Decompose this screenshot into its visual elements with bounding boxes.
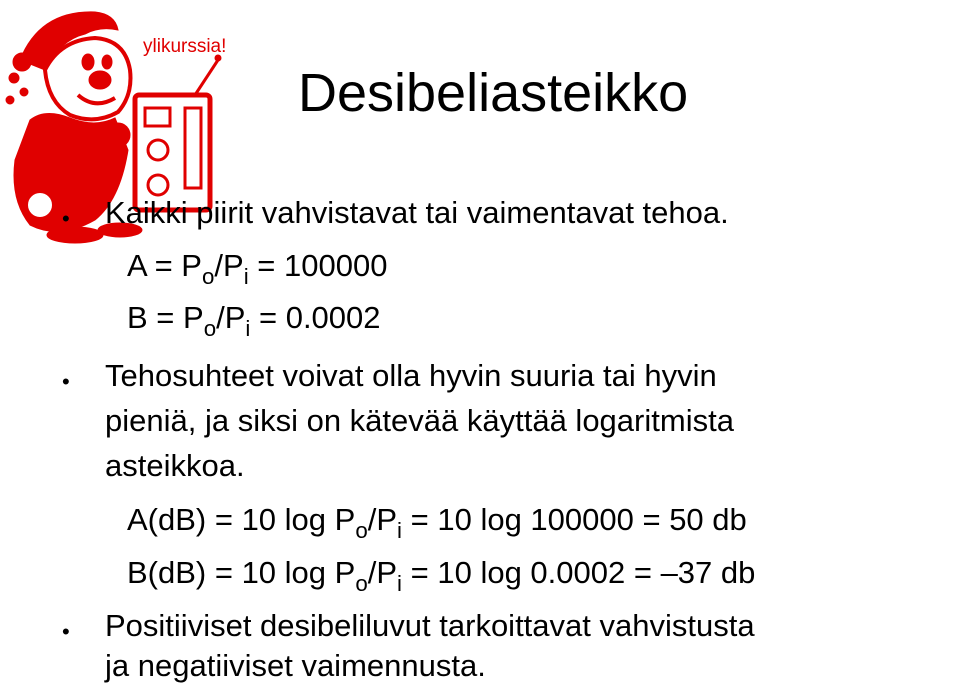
formula-lhs: B = P (127, 300, 204, 335)
bullet-text: ja negatiiviset vaimennusta. (105, 648, 486, 683)
formula-line (127, 300, 381, 341)
bullet-text: Kaikki piirit vahvistavat tai vaimentavat tehoa. (105, 195, 729, 230)
formula-subscript: i (397, 570, 403, 596)
formula-subscript: i (245, 315, 251, 341)
logo-text: ylikurssia! (143, 36, 227, 57)
formula-mid: /P (367, 502, 398, 537)
formula-subscript: i (243, 263, 249, 289)
formula-line (127, 248, 388, 289)
formula-subscript: o (355, 570, 368, 596)
formula-lhs: B(dB) = 10 log P (127, 555, 356, 590)
formula-rhs: = 10 log 0.0002 = –37 db (402, 555, 756, 590)
formula-lhs: A(dB) = 10 log P (127, 502, 356, 537)
bullet-text: Tehosuhteet voivat olla hyvin suuria tai hyvin (105, 358, 717, 393)
formula-rhs: = 0.0002 (250, 300, 381, 335)
formula-subscript: o (355, 517, 368, 543)
slide-title: Desibeliasteikko (298, 63, 689, 123)
bullet-marker: • (62, 206, 70, 231)
formula-rhs: = 10 log 100000 = 50 db (402, 502, 747, 537)
bullet-marker: • (62, 619, 70, 644)
formula-subscript: i (397, 517, 403, 543)
formula-lhs: A = P (127, 248, 202, 283)
formula-line (127, 555, 756, 596)
bullet-text: Positiiviset desibeliluvut tarkoittavat vahvistusta (105, 608, 755, 643)
bullet-marker: • (62, 369, 70, 394)
formula-mid: /P (214, 248, 244, 283)
bullet-text: pieniä, ja siksi on kätevää käyttää logaritmista (105, 403, 734, 438)
formula-subscript: o (201, 263, 215, 289)
formula-subscript: o (203, 315, 217, 341)
formula-rhs: = 100000 (248, 248, 388, 283)
formula-line (127, 502, 747, 543)
formula-mid: /P (216, 300, 246, 335)
bullet-text: asteikkoa. (105, 448, 245, 483)
formula-mid: /P (367, 555, 398, 590)
